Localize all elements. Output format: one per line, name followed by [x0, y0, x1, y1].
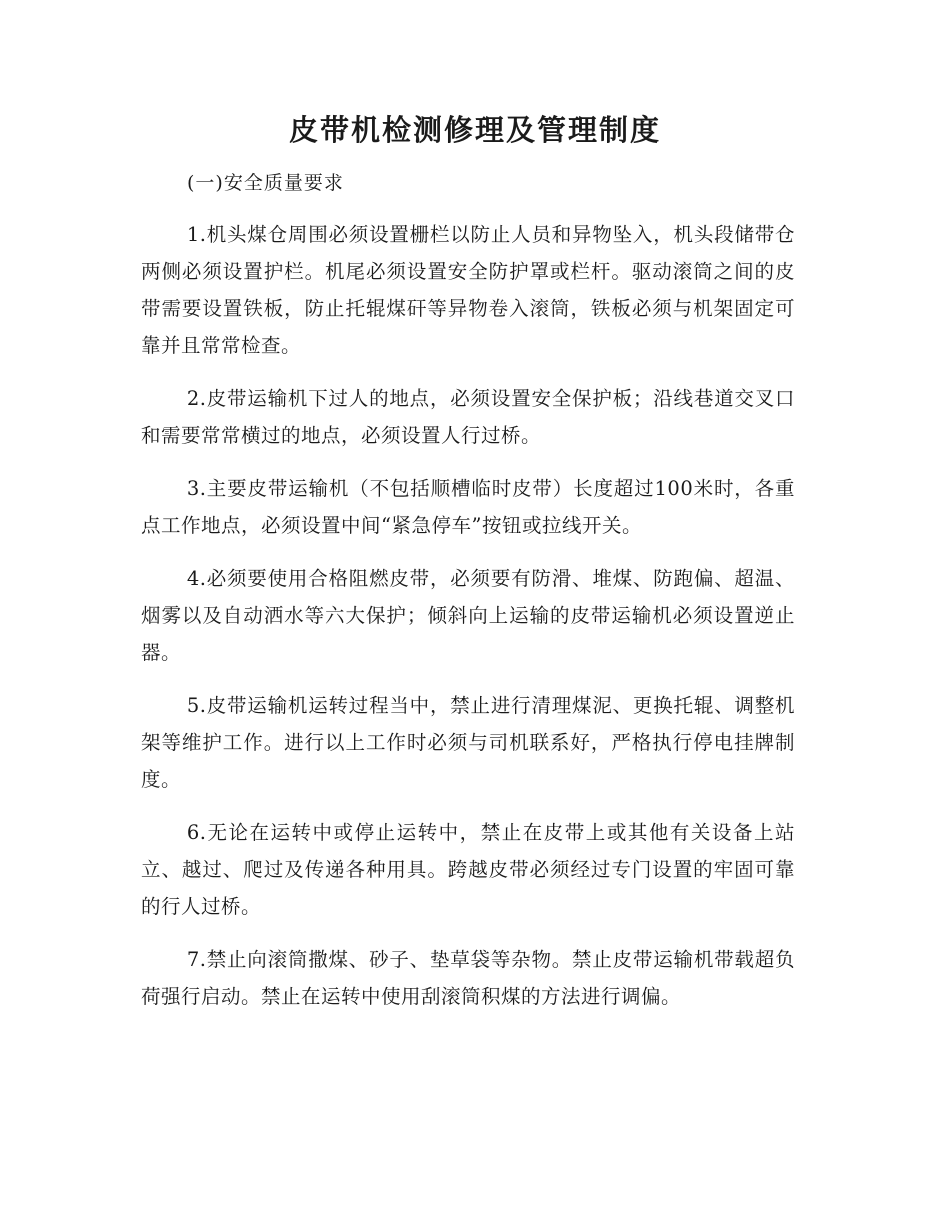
paragraph-6: 6.无论在运转中或停止运转中，禁止在皮带上或其他有关设备上站立、越过、爬过及传递各种用具。跨越皮带必须经过专门设置的牢固可靠的行人过桥。 [141, 821, 795, 918]
document-body [141, 216, 795, 1031]
paragraph-2: 2.皮带运输机下过人的地点，必须设置安全保护板；沿线巷道交叉口和需要常常横过的地点，必须设置人行过桥。 [141, 387, 795, 447]
paragraph-4: 4.必须要使用合格阻燃皮带，必须要有防滑、堆煤、防跑偏、超温、烟雾以及自动洒水等六大保护；倾斜向上运输的皮带运输机必须设置逆止器。 [141, 567, 795, 664]
section-heading: (一)安全质量要求 [187, 172, 344, 194]
document-title: 皮带机检测修理及管理制度 [288, 113, 661, 147]
paragraph-7: 7.禁止向滚筒撒煤、砂子、垫草袋等杂物。禁止皮带运输机带载超负荷强行启动。禁止在运转中使用刮滚筒积煤的方法进行调偏。 [141, 948, 795, 1008]
paragraph-5: 5.皮带运输机运转过程当中，禁止进行清理煤泥、更换托辊、调整机架等维护工作。进行以上工作时必须与司机联系好，严格执行停电挂牌制度。 [141, 694, 795, 791]
paragraph-1: 1.机头煤仓周围必须设置栅栏以防止人员和异物坠入，机头段储带仓两侧必须设置护栏。机尾必须设置安全防护罩或栏杆。驱动滚筒之间的皮带需要设置铁板，防止托辊煤矸等异物卷入滚筒，铁板必须与机架固定可靠并且常常检查。 [141, 223, 795, 357]
paragraph-3: 3.主要皮带运输机（不包括顺槽临时皮带）长度超过100米时，各重点工作地点，必须设置中间“紧急停车”按钮或拉线开关。 [141, 477, 795, 537]
